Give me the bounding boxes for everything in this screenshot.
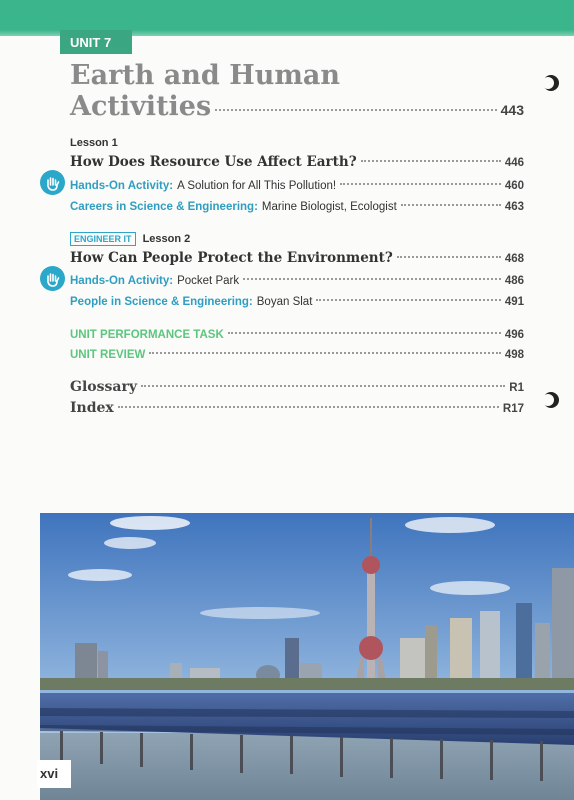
lesson-1-label: Lesson 1 [70,137,118,149]
unit-review-label: UNIT REVIEW [70,349,146,361]
leader-dots [361,160,501,162]
lesson-2-label: Lesson 2 [142,233,191,245]
leader-dots [243,278,501,280]
leader-dots [215,109,496,111]
leader-dots [316,299,500,301]
half-moon-icon [542,391,560,409]
hands-on-title: Pocket Park [177,275,240,287]
engineer-it-badge: ENGINEER IT [70,232,136,246]
index-label: Index [70,400,114,416]
hands-on-page: 486 [504,275,524,287]
hands-on-label: Hands-On Activity: [70,180,174,192]
city-solar-photo [40,513,574,800]
leader-dots [118,406,499,408]
leader-dots [397,256,501,258]
leader-dots [141,385,505,387]
glossary-entry[interactable] [70,379,524,395]
lesson-2-entry[interactable] [70,250,524,266]
index-entry[interactable] [70,400,524,416]
lesson-1-entry[interactable] [70,154,524,170]
lesson-2-title: How Can People Protect the Environment? [70,250,393,266]
careers-label: Careers in Science & Engineering: [70,201,258,213]
careers-title: Marine Biologist, Ecologist [261,201,397,213]
unit-performance-task-page: 496 [504,329,524,341]
unit-title [70,60,340,91]
careers-page: 463 [504,201,524,213]
lesson-2-page: 468 [504,253,524,265]
leader-dots [340,183,501,185]
lesson-1-page: 446 [504,157,524,169]
unit-performance-task-label: UNIT PERFORMANCE TASK [70,329,224,341]
people-page: 491 [504,296,524,308]
index-page: R17 [502,403,524,415]
hands-on-label: Hands-On Activity: [70,275,174,287]
lesson-1-careers[interactable] [70,201,524,213]
unit-title-line1: Earth and Human [70,60,341,91]
leader-dots [149,352,500,354]
hands-on-page: 460 [504,180,524,192]
glossary-label: Glossary [70,379,137,395]
unit-title-line2: Activities [70,91,212,122]
unit-page: 443 [500,102,524,118]
lesson-2-hands-on[interactable] [70,275,524,287]
half-moon-icon [542,74,560,92]
lesson-1-title: How Does Resource Use Affect Earth? [70,154,357,170]
unit-performance-task-entry[interactable] [70,329,524,341]
unit-title-row [70,91,524,122]
page-number: xvi [37,760,71,788]
people-label: People in Science & Engineering: [70,296,253,308]
leader-dots [401,204,501,206]
hand-icon [40,170,65,195]
hand-icon [40,266,65,291]
hands-on-title: A Solution for All This Pollution! [177,180,337,192]
glossary-page: R1 [509,382,524,394]
unit-review-entry[interactable] [70,349,524,361]
lesson-2-header [70,232,190,246]
lesson-1-hands-on[interactable] [70,180,524,192]
people-title: Boyan Slat [256,296,313,308]
leader-dots [228,332,501,334]
unit-review-page: 498 [504,349,524,361]
unit-tab: UNIT 7 [60,30,132,54]
lesson-2-people[interactable] [70,296,524,308]
